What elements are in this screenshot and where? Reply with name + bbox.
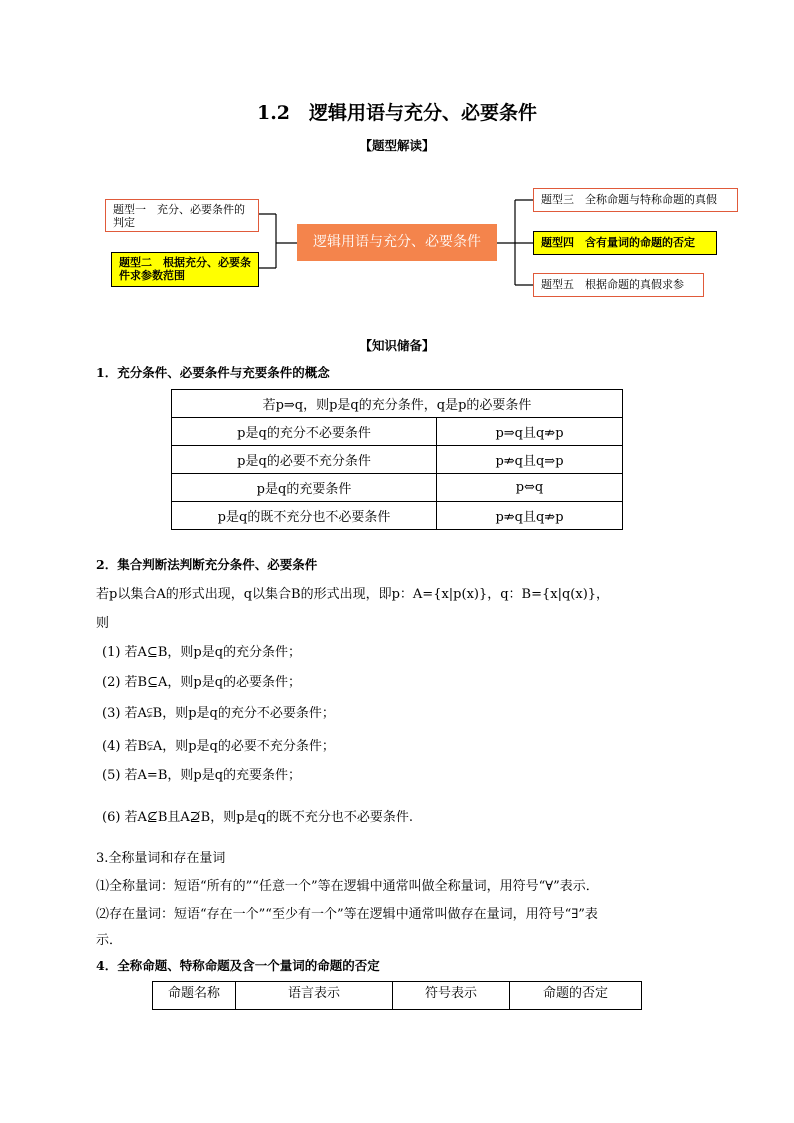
section-knowledge-heading: 【知识储备】 — [359, 338, 435, 353]
mindmap-node-type4: 题型四 含有量词的命题的否定 — [533, 231, 717, 255]
table1-cell: p⇏q且q⇒p — [437, 446, 623, 474]
list-item: (5) 若A=B，则p是q的充要条件； — [102, 768, 302, 783]
list-item: (4) 若B⫋A，则p是q的必要不充分条件； — [102, 739, 335, 754]
table2-header-cell: 命题的否定 — [510, 982, 642, 1010]
table-sufficient-necessary — [171, 389, 623, 530]
heading-4: 4．全称命题、特称命题及含一个量词的命题的否定 — [96, 958, 380, 973]
table1-cell: p是q的必要不充分条件 — [172, 446, 437, 474]
table1-cell: p⇏q且q⇏p — [437, 502, 623, 530]
section-types-heading: 【题型解读】 — [359, 138, 435, 153]
mindmap-center-node: 逻辑用语与充分、必要条件 — [297, 224, 497, 261]
table1-cell: p是q的充分不必要条件 — [172, 418, 437, 446]
set-method-intro: 若p以集合A的形式出现，q以集合B的形式出现，即p：A={x|p(x)}，q：B={x|q(x)}， — [96, 587, 610, 602]
heading-1: 1．充分条件、必要条件与充要条件的概念 — [96, 365, 330, 380]
existential-quantifier-text: ⑵存在量词：短语“存在一个”“至少有一个”等在逻辑中通常叫做存在量词，用符号“∃”表 — [96, 907, 598, 922]
list-item: (2) 若B⊆A，则p是q的必要条件； — [102, 675, 302, 690]
existential-quantifier-text-cont: 示． — [96, 933, 123, 948]
list-item: (1) 若A⊆B，则p是q的充分条件； — [102, 645, 302, 660]
list-item: (6) 若A⊈B且A⊉B，则p是q的既不充分也不必要条件. — [102, 810, 413, 825]
mindmap-node-type3: 题型三 全称命题与特称命题的真假 — [533, 188, 738, 212]
list-item: (3) 若A⫋B，则p是q的充分不必要条件； — [102, 706, 335, 721]
page-title: 1.2 逻辑用语与充分、必要条件 — [256, 102, 538, 124]
mindmap-node-type5: 题型五 根据命题的真假求参 — [533, 273, 704, 297]
table1-cell: p是q的充要条件 — [172, 474, 437, 502]
set-method-intro-cont: 则 — [96, 616, 110, 631]
table1-cell: p是q的既不充分也不必要条件 — [172, 502, 437, 530]
heading-2: 2．集合判断法判断充分条件、必要条件 — [96, 557, 318, 572]
table2-header-cell: 符号表示 — [393, 982, 510, 1010]
mindmap-node-type2: 题型二 根据充分、必要条件求参数范围 — [111, 252, 259, 287]
table1-cell: p⇔q — [437, 474, 623, 502]
table1-header: 若p⇒q，则p是q的充分条件，q是p的必要条件 — [172, 390, 623, 418]
table2-header-cell: 命题名称 — [153, 982, 236, 1010]
mindmap-node-type1: 题型一 充分、必要条件的判定 — [105, 199, 259, 232]
table1-cell: p⇒q且q⇏p — [437, 418, 623, 446]
heading-3: 3.全称量词和存在量词 — [96, 851, 226, 866]
universal-quantifier-text: ⑴全称量词：短语“所有的”“任意一个”等在逻辑中通常叫做全称量词，用符号“∀”表示． — [96, 879, 599, 894]
table2-header-cell: 语言表示 — [236, 982, 393, 1010]
table-quantifier-negation — [152, 981, 642, 1010]
